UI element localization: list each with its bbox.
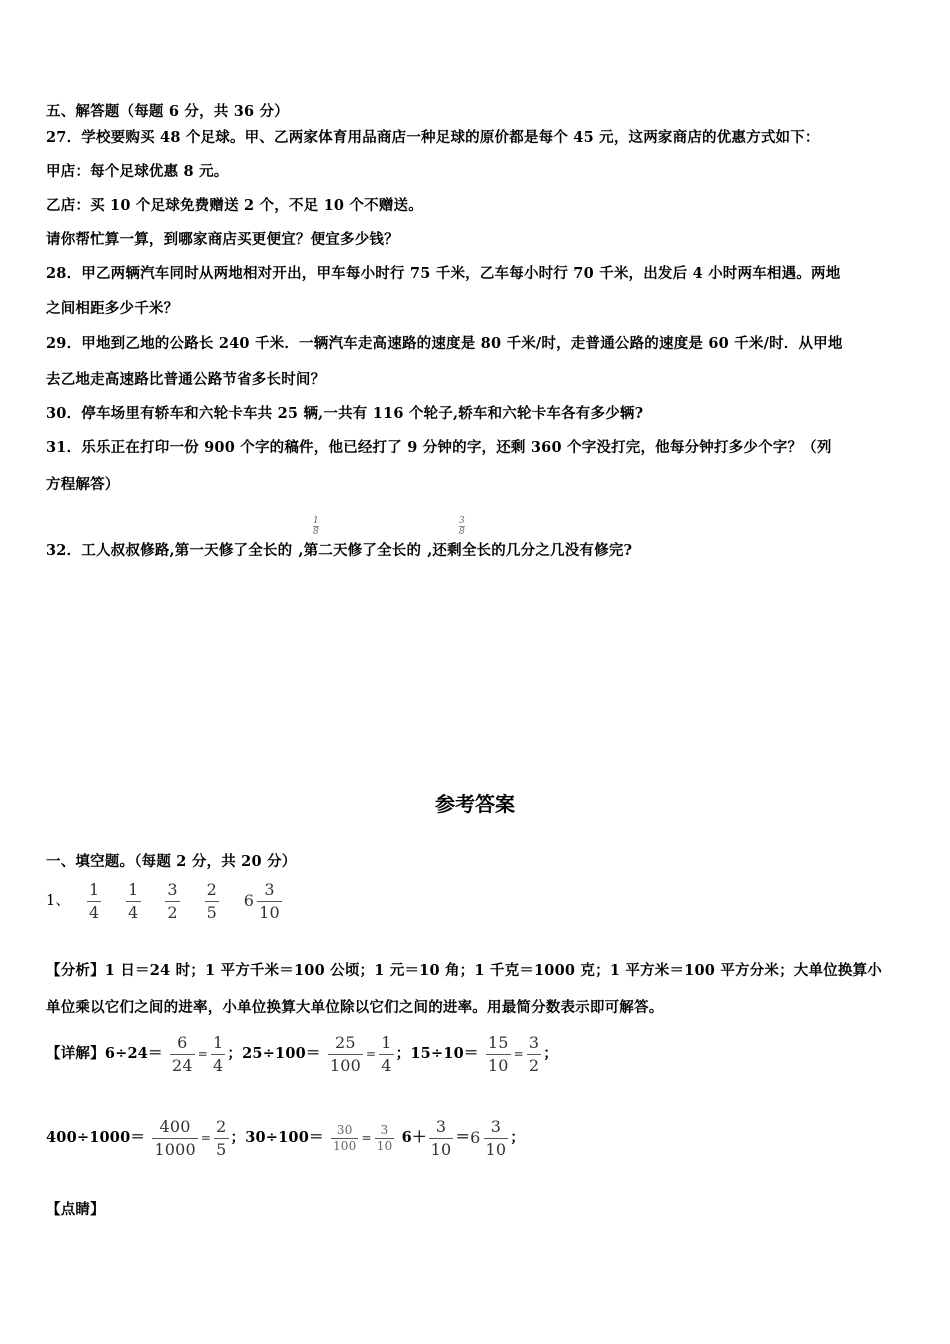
question-27-line: 甲店：每个足球优惠 8 元。 <box>46 163 229 180</box>
fraction-numerator: 15 <box>487 1032 509 1052</box>
section-heading: 五、解答题（每题 6 分，共 36 分） <box>46 103 289 120</box>
separator: ； <box>510 1129 525 1146</box>
answers-title: 参考答案 <box>435 792 515 816</box>
equals-sign: = <box>366 1047 377 1061</box>
fraction-numerator: 25 <box>335 1032 356 1052</box>
detail-line-2 <box>46 1114 525 1162</box>
fraction-denominator: 10 <box>259 902 280 922</box>
fraction-numerator: 2 <box>206 879 217 899</box>
question-28-line: 之间相距多少千米？ <box>46 300 179 317</box>
detail-expression: 6÷24＝ <box>104 1045 163 1062</box>
fraction <box>527 1032 541 1077</box>
fraction-denominator: 24 <box>171 1055 193 1075</box>
fraction-numerator: 1 <box>313 516 319 526</box>
fraction <box>87 879 101 924</box>
fraction-denominator: 2 <box>167 902 178 922</box>
mixed-number <box>244 877 284 925</box>
detail-expression: 15÷10＝ <box>410 1045 479 1062</box>
separator: ； <box>395 1045 411 1062</box>
fraction <box>379 1032 393 1077</box>
fraction <box>375 1123 395 1154</box>
question-27-line: 27．学校要购买 48 个足球。甲、乙两家体育用品商店一种足球的原价都是每个 45 元，这两家商店的优惠方式如下： <box>46 129 820 146</box>
fraction <box>211 1032 225 1077</box>
mixed-whole: 6 <box>470 1128 481 1147</box>
fraction-numerator: 3 <box>435 1116 447 1136</box>
mixed-number <box>470 1114 510 1162</box>
fraction <box>152 1116 198 1161</box>
equals-sign: = <box>197 1047 209 1061</box>
fraction-denominator: 4 <box>213 1055 224 1075</box>
fraction-denominator: 100 <box>332 1138 357 1153</box>
question-29-line: 去乙地走高速路比普通公路节省多长时间？ <box>46 371 326 388</box>
fraction <box>429 1116 454 1161</box>
fraction-three-eighths <box>459 516 465 537</box>
equals-sign: = <box>513 1047 524 1061</box>
mixed-whole: 6 <box>243 891 255 910</box>
fraction <box>486 1032 511 1077</box>
fraction-denominator: 5 <box>216 1139 227 1159</box>
fraction-denominator: 4 <box>88 902 100 922</box>
question-32-part3: ,还剩全长的几分之几没有修完? <box>427 542 633 559</box>
fraction-numerator: 1 <box>381 1032 392 1052</box>
question-32-line <box>46 541 632 561</box>
fraction-numerator: 2 <box>216 1116 227 1136</box>
fraction-numerator: 1 <box>128 879 139 899</box>
fraction-denominator: 10 <box>485 1139 507 1159</box>
fraction-denominator: 4 <box>128 902 139 922</box>
fraction-denominator: 10 <box>376 1138 393 1153</box>
fraction <box>331 1123 359 1154</box>
detail-label: 【详解】 <box>46 1045 105 1062</box>
equals-sign: = <box>361 1131 372 1145</box>
fraction <box>170 1032 195 1077</box>
fraction-numerator: 3 <box>264 879 275 899</box>
detail-expression: 30÷100＝ <box>245 1129 324 1146</box>
question-29-line: 29．甲地到乙地的公路长 240 千米．一辆汽车走高速路的速度是 80 千米/时，走普通公路的速度是 60 千米/时．从甲地 <box>46 335 843 352</box>
question-28-line: 28．甲乙两辆汽车同时从两地相对开出，甲车每小时行 75 千米，乙车每小时行 70 千米，出发后 4 小时两车相遇。两地 <box>46 265 841 282</box>
point-label: 【点睛】 <box>46 1201 105 1218</box>
fraction-numerator: 3 <box>528 1032 540 1052</box>
analysis-line: 【分析】1 日＝24 时；1 平方千米＝100 公顷；1 元＝10 角；1 千克＝1000 克；1 平方米＝100 平方分米；大单位换算小 <box>46 962 882 979</box>
fraction-numerator: 1 <box>88 879 100 899</box>
fraction <box>257 879 282 924</box>
fraction-numerator: 400 <box>159 1116 191 1136</box>
fraction-denominator: 100 <box>329 1055 361 1075</box>
separator: ； <box>543 1045 558 1062</box>
question-30-line: 30．停车场里有轿车和六轮卡车共 25 辆,一共有 116 个轮子,轿车和六轮卡车各有多少辆? <box>46 405 644 422</box>
fraction-denominator: 10 <box>487 1055 509 1075</box>
fraction-numerator: 1 <box>213 1032 224 1052</box>
fraction-denominator: 10 <box>430 1139 452 1159</box>
question-27-line: 乙店：买 10 个足球免费赠送 2 个，不足 10 个不赠送。 <box>46 197 423 214</box>
question-27-line: 请你帮忙算一算，到哪家商店买更便宜？便宜多少钱？ <box>46 231 399 248</box>
detail-expression: 6＋ <box>401 1129 427 1146</box>
question-31-line: 方程解答） <box>46 476 120 493</box>
fraction <box>328 1032 363 1077</box>
question-32-part1: 32．工人叔叔修路,第一天修了全长的 <box>46 542 293 559</box>
detail-line-1 <box>46 1030 558 1078</box>
answer-1 <box>46 877 284 925</box>
fraction-one-eighth <box>313 516 319 537</box>
question-31-line: 31．乐乐正在打印一份 900 个字的稿件，他已经打了 9 分钟的字，还剩 360 个字没打完，他每分钟打多少个字？（列 <box>46 439 832 456</box>
fraction-numerator: 30 <box>336 1122 353 1137</box>
fraction <box>214 1116 228 1161</box>
fraction-numerator: 3 <box>459 516 465 526</box>
fraction <box>126 879 140 924</box>
fraction-denominator: 2 <box>528 1055 540 1075</box>
fraction-denominator: 8 <box>313 527 319 537</box>
question-32-part2: ,第二天修了全长的 <box>298 542 422 559</box>
detail-expression: 400÷1000＝ <box>46 1129 146 1146</box>
fraction-numerator: 6 <box>177 1032 188 1052</box>
fraction-denominator: 8 <box>459 527 465 537</box>
separator: ； <box>230 1129 246 1146</box>
fraction <box>484 1116 509 1161</box>
analysis-line: 单位乘以它们之间的进率，小单位换算大单位除以它们之间的进率。用最简分数表示即可解答。 <box>46 999 664 1016</box>
fraction <box>165 879 179 924</box>
detail-expression: 25÷100＝ <box>242 1045 321 1062</box>
equals-sign: = <box>200 1131 212 1145</box>
separator: ； <box>227 1045 243 1062</box>
equals-sign: ＝ <box>455 1129 471 1146</box>
fraction-numerator: 3 <box>380 1122 389 1137</box>
fraction-numerator: 3 <box>167 879 178 899</box>
fraction-numerator: 3 <box>490 1116 502 1136</box>
answers-section-heading: 一、填空题。（每题 2 分，共 20 分） <box>46 853 297 870</box>
fraction-denominator: 4 <box>381 1055 392 1075</box>
fraction-denominator: 5 <box>206 902 217 922</box>
fraction-denominator: 1000 <box>154 1139 196 1159</box>
answer-1-label: 1、 <box>46 893 71 909</box>
fraction <box>205 879 219 924</box>
